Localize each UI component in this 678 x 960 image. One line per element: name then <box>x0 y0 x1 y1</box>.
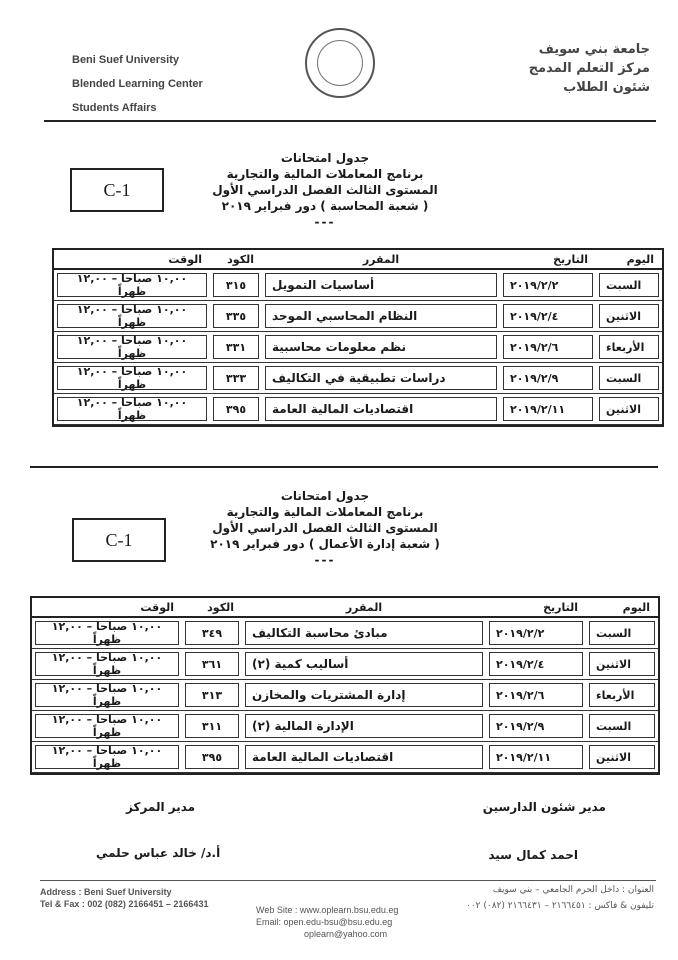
column-header-time: الوقت <box>32 598 182 618</box>
student-affairs-director-name: احمد كمال سيد <box>488 848 578 862</box>
code-cell: ٣٩٥ <box>213 397 259 421</box>
table-row <box>32 680 658 711</box>
section1-title-line: --- <box>314 215 336 229</box>
section2-title-line: المستوى الثالث الفصل الدراسي الأول <box>212 521 438 535</box>
date-cell: ٢٠١٩/٢/١١ <box>503 397 593 421</box>
time-cell: ١٠,٠٠ صباحا – ١٢,٠٠ ظهراً <box>57 335 207 359</box>
day-cell: الأربعاء <box>589 683 655 707</box>
time-cell: ١٠,٠٠ صباحا – ١٢,٠٠ ظهراً <box>35 652 179 676</box>
center-name-ar: مركز التعلم المدمج <box>528 61 650 76</box>
day-cell: الاثنين <box>589 745 655 769</box>
table-row <box>54 301 662 332</box>
table-row <box>32 742 658 773</box>
column-header-day: اليوم <box>586 598 658 618</box>
footer-address-en: Address : Beni Suef University <box>40 887 172 897</box>
course-cell: اقتصاديات المالية العامة <box>265 397 497 421</box>
table-row <box>32 618 658 649</box>
student-affairs-director-title: مدير شئون الدارسين <box>482 800 606 814</box>
footer-contact-en <box>40 886 208 910</box>
time-cell: ١٠,٠٠ صباحا – ١٢,٠٠ ظهراً <box>57 397 207 421</box>
day-cell: الأربعاء <box>599 335 659 359</box>
center-name-en: Blended Learning Center <box>72 78 203 90</box>
university-name-ar: جامعة بني سويف <box>538 42 650 57</box>
university-logo <box>305 28 375 98</box>
section2-title-line: برنامج المعاملات المالية والتجارية <box>226 505 424 519</box>
footer-website: Web Site : www.oplearn.bsu.edu.eg <box>256 905 399 915</box>
date-cell: ٢٠١٩/٢/٤ <box>489 652 583 676</box>
footer-contact-ar <box>394 882 654 914</box>
department-name-ar: شئون الطلاب <box>563 80 650 95</box>
section2-exam-table <box>30 596 660 775</box>
section1-code-box: C-1 <box>70 168 164 212</box>
day-cell: السبت <box>589 714 655 738</box>
footer-web-info <box>256 904 398 940</box>
course-cell: نظم معلومات محاسبية <box>265 335 497 359</box>
footer-tel-ar: تليفون & فاكس : ٢١٦٦٤٥١ – ٢١٦٦٤٣١ (٠٨٢) ٠٠٢ <box>465 901 654 911</box>
center-director-name: أ.د/ خالد عباس حلمي <box>96 846 221 860</box>
column-header-course: المقرر <box>242 598 486 618</box>
date-cell: ٢٠١٩/٢/٤ <box>503 304 593 328</box>
table-row <box>32 711 658 742</box>
table-header-row <box>32 598 658 618</box>
section2-title <box>200 488 450 568</box>
header-divider <box>44 120 656 122</box>
date-cell: ٢٠١٩/٢/٦ <box>503 335 593 359</box>
course-cell: أساسيات التمويل <box>265 273 497 297</box>
table-header-row <box>54 250 662 270</box>
code-cell: ٣١٥ <box>213 273 259 297</box>
column-header-code: الكود <box>182 598 242 618</box>
date-cell: ٢٠١٩/٢/٩ <box>489 714 583 738</box>
section2-title-line: --- <box>314 553 336 567</box>
column-header-time: الوقت <box>54 250 210 270</box>
date-cell: ٢٠١٩/٢/٩ <box>503 366 593 390</box>
column-header-code: الكود <box>210 250 262 270</box>
date-cell: ٢٠١٩/٢/١١ <box>489 745 583 769</box>
date-cell: ٢٠١٩/٢/٢ <box>489 621 583 645</box>
course-cell: الإدارة المالية (٢) <box>245 714 483 738</box>
footer-address-ar: العنوان : داخل الحرم الجامعي – بني سويف <box>492 885 654 895</box>
course-cell: إدارة المشتريات والمخازن <box>245 683 483 707</box>
time-cell: ١٠,٠٠ صباحا – ١٢,٠٠ ظهراً <box>35 621 179 645</box>
code-cell: ٣١١ <box>185 714 239 738</box>
section1-exam-table <box>52 248 664 427</box>
day-cell: الاثنين <box>599 304 659 328</box>
column-header-day: اليوم <box>596 250 662 270</box>
time-cell: ١٠,٠٠ صباحا – ١٢,٠٠ ظهراً <box>35 745 179 769</box>
course-cell: اقتصاديات المالية العامة <box>245 745 483 769</box>
table-row <box>54 394 662 425</box>
section1-title-line: المستوى الثالث الفصل الدراسي الأول <box>212 183 438 197</box>
section2-code-box: C-1 <box>72 518 166 562</box>
time-cell: ١٠,٠٠ صباحا – ١٢,٠٠ ظهراً <box>57 366 207 390</box>
section1-title-line: ( شعبة المحاسبة ) دور فبراير ٢٠١٩ <box>221 199 429 213</box>
day-cell: السبت <box>599 273 659 297</box>
university-name-en: Beni Suef University <box>72 54 179 66</box>
column-header-course: المقرر <box>262 250 500 270</box>
section2-title-line: جدول امتحانات <box>280 489 370 503</box>
table-row <box>32 649 658 680</box>
header-arabic <box>480 40 650 97</box>
section1-title <box>200 150 450 230</box>
section1-title-line: جدول امتحانات <box>280 151 370 165</box>
department-name-en: Students Affairs <box>72 102 157 114</box>
course-cell: مبادئ محاسبة التكاليف <box>245 621 483 645</box>
code-cell: ٣٦١ <box>185 652 239 676</box>
time-cell: ١٠,٠٠ صباحا – ١٢,٠٠ ظهراً <box>35 714 179 738</box>
column-header-date: التاريخ <box>500 250 596 270</box>
day-cell: السبت <box>589 621 655 645</box>
footer-email-alt: oplearn@yahoo.com <box>304 929 388 939</box>
time-cell: ١٠,٠٠ صباحا – ١٢,٠٠ ظهراً <box>57 273 207 297</box>
section2-title-line: ( شعبة إدارة الأعمال ) دور فبراير ٢٠١٩ <box>210 537 440 551</box>
logo-emblem-icon <box>317 40 363 86</box>
header-english <box>72 48 242 120</box>
code-cell: ٣٣٥ <box>213 304 259 328</box>
footer-divider <box>40 880 656 881</box>
course-cell: أساليب كمية (٢) <box>245 652 483 676</box>
code-cell: ٣١٣ <box>185 683 239 707</box>
center-director-title: مدير المركز <box>126 800 196 814</box>
footer-email: Email: open.edu-bsu@bsu.edu.eg <box>256 917 393 927</box>
course-cell: دراسات تطبيقية في التكاليف <box>265 366 497 390</box>
code-cell: ٣٣١ <box>213 335 259 359</box>
time-cell: ١٠,٠٠ صباحا – ١٢,٠٠ ظهراً <box>35 683 179 707</box>
code-cell: ٣٤٩ <box>185 621 239 645</box>
section-divider <box>30 466 658 468</box>
date-cell: ٢٠١٩/٢/٦ <box>489 683 583 707</box>
footer-tel-en: Tel & Fax : 002 (082) 2166451 – 2166431 <box>40 899 209 909</box>
day-cell: الاثنين <box>599 397 659 421</box>
code-cell: ٣٣٣ <box>213 366 259 390</box>
code-cell: ٣٩٥ <box>185 745 239 769</box>
table-row <box>54 270 662 301</box>
section1-title-line: برنامج المعاملات المالية والتجارية <box>226 167 424 181</box>
time-cell: ١٠,٠٠ صباحا – ١٢,٠٠ ظهراً <box>57 304 207 328</box>
day-cell: الاثنين <box>589 652 655 676</box>
table-row <box>54 363 662 394</box>
table-row <box>54 332 662 363</box>
day-cell: السبت <box>599 366 659 390</box>
course-cell: النظام المحاسبي الموحد <box>265 304 497 328</box>
column-header-date: التاريخ <box>486 598 586 618</box>
date-cell: ٢٠١٩/٢/٢ <box>503 273 593 297</box>
